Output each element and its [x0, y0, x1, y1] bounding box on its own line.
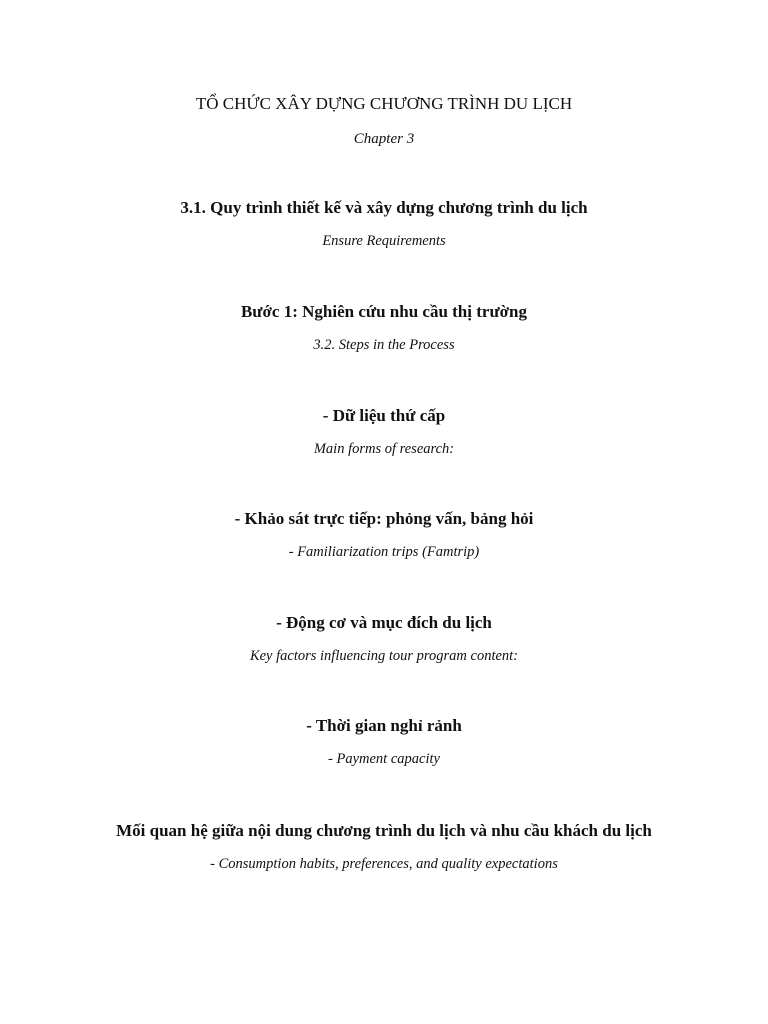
- section-heading: - Thời gian nghỉ rảnh: [306, 716, 462, 735]
- section-heading: - Khảo sát trực tiếp: phỏng vấn, bảng hỏi: [234, 509, 534, 528]
- section-subtitle: Key factors influencing tour program content:: [249, 648, 519, 664]
- document-title: TỔ CHỨC XÂY DỰNG CHƯƠNG TRÌNH DU LỊCH: [195, 94, 573, 113]
- section-heading: - Động cơ và mục đích du lịch: [276, 613, 492, 632]
- section-heading: Bước 1: Nghiên cứu nhu cầu thị trường: [240, 302, 528, 321]
- section-subtitle: 3.2. Steps in the Process: [313, 337, 455, 353]
- section-heading: Mối quan hệ giữa nội dung chương trình du lịch và nhu cầu khách du lịch: [116, 821, 652, 840]
- section-subtitle: - Payment capacity: [328, 751, 440, 767]
- section-block: [110, 507, 658, 562]
- section-block: [110, 404, 658, 459]
- section-block: [110, 300, 658, 355]
- section-block: [110, 196, 658, 251]
- section-heading: - Dữ liệu thứ cấp: [322, 406, 446, 425]
- section-block: [110, 611, 658, 666]
- section-subtitle: Ensure Requirements: [322, 233, 446, 249]
- section-heading: 3.1. Quy trình thiết kế và xây dựng chương trình du lịch: [180, 198, 588, 217]
- section-subtitle: - Familiarization trips (Famtrip): [288, 544, 480, 560]
- section-block: [110, 819, 658, 874]
- section-block: [110, 714, 658, 769]
- section-subtitle: Main forms of research:: [313, 441, 455, 457]
- section-subtitle: - Consumption habits, preferences, and quality expectations: [210, 856, 558, 872]
- chapter-label: Chapter 3: [353, 131, 415, 147]
